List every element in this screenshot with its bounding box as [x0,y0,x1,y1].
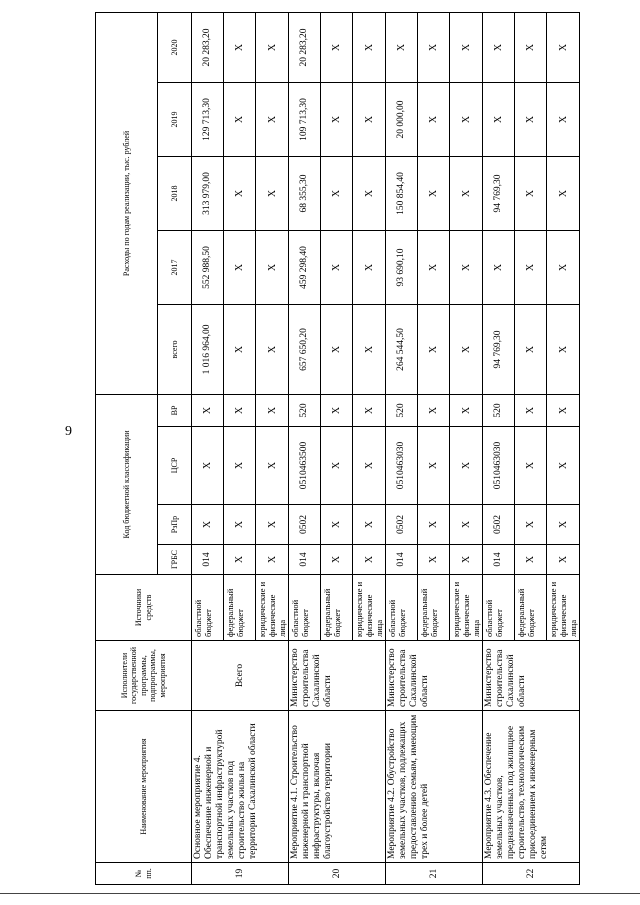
funding-source: областной бюджет [386,575,418,641]
budget-table-body [192,12,580,884]
executor: Министерство строительства Сахалинской области [483,641,580,711]
header-vr: ВР [158,394,192,426]
cell-total: 94 769,30 [483,304,515,394]
cell-rzpr: 0502 [386,505,418,545]
table-row [483,12,515,884]
cell-y2019: 129 713,30 [192,82,224,156]
cell-csr: 0510463030 [386,427,418,505]
cell-vr: Х [256,394,289,426]
cell-vr: 520 [483,394,515,426]
cell-y2020: Х [256,12,289,82]
cell-y2017: Х [321,230,353,304]
cell-total: Х [224,304,256,394]
row-number: 22 [483,863,580,885]
cell-total: Х [353,304,386,394]
table-row [386,12,418,884]
cell-y2019: Х [353,82,386,156]
cell-grbs: Х [321,545,353,575]
cell-y2018: Х [353,156,386,230]
header-grbs: ГРБС [158,545,192,575]
cell-y2017: Х [256,230,289,304]
funding-source: юридические и физические лица [256,575,289,641]
cell-total: Х [256,304,289,394]
measure-name: Мероприятие 4.1. Строительство инженерной и транспортной инфраструктуры, включая благоустройство территории [289,711,386,863]
cell-vr: Х [353,394,386,426]
header-2020: 2020 [158,12,192,82]
table-row [192,12,224,884]
cell-y2019: Х [515,82,547,156]
cell-y2020: Х [224,12,256,82]
cell-vr: Х [321,394,353,426]
cell-rzpr: 0502 [289,505,321,545]
cell-vr: Х [418,394,450,426]
funding-source: юридические и физические лица [353,575,386,641]
cell-y2019: 20 000,00 [386,82,418,156]
cell-y2019: Х [450,82,483,156]
header-name: Наименование мероприятия [96,711,192,863]
cell-grbs: Х [547,545,580,575]
cell-y2017: Х [418,230,450,304]
cell-y2018: Х [450,156,483,230]
cell-csr: Х [353,427,386,505]
header-2017: 2017 [158,230,192,304]
cell-y2019: 109 713,30 [289,82,321,156]
measure-name: Мероприятие 4.2. Обустройство земельных участков, подлежащих предоставлению семьям, имеющим трех и более детей [386,711,483,863]
cell-rzpr: Х [450,505,483,545]
row-number: 21 [386,863,483,885]
header-csr: ЦСР [158,427,192,505]
bottom-rule [0,893,640,894]
cell-csr: Х [321,427,353,505]
cell-y2017: 552 988,50 [192,230,224,304]
cell-total: Х [321,304,353,394]
cell-vr: Х [224,394,256,426]
cell-y2017: Х [483,230,515,304]
cell-grbs: Х [353,545,386,575]
cell-y2019: Х [224,82,256,156]
table-row [289,12,321,884]
cell-total: Х [418,304,450,394]
cell-total: 264 544,50 [386,304,418,394]
cell-total: Х [515,304,547,394]
cell-grbs: 014 [192,545,224,575]
executor: Всего [192,641,289,711]
cell-y2018: Х [256,156,289,230]
cell-y2017: Х [224,230,256,304]
cell-rzpr: Х [418,505,450,545]
cell-grbs: 014 [483,545,515,575]
cell-grbs: 014 [386,545,418,575]
cell-vr: Х [515,394,547,426]
cell-y2019: Х [321,82,353,156]
cell-grbs: Х [224,545,256,575]
header-2018: 2018 [158,156,192,230]
cell-rzpr: Х [256,505,289,545]
cell-y2019: Х [483,82,515,156]
cell-y2018: 68 355,30 [289,156,321,230]
cell-y2018: 150 854,40 [386,156,418,230]
funding-source: областной бюджет [192,575,224,641]
cell-csr: Х [224,427,256,505]
cell-y2017: Х [515,230,547,304]
cell-y2017: Х [547,230,580,304]
cell-y2019: Х [547,82,580,156]
cell-rzpr: Х [515,505,547,545]
funding-source: федеральный бюджет [418,575,450,641]
cell-csr: 0510463500 [289,427,321,505]
header-num: № пп. [96,863,192,885]
cell-y2020: Х [547,12,580,82]
header-executor: Исполнители государственной программы, подпрограммы, мероприятия [96,641,192,711]
cell-y2020: 20 283,20 [192,12,224,82]
cell-rzpr: Х [224,505,256,545]
cell-y2017: 93 690,10 [386,230,418,304]
cell-total: 657 650,20 [289,304,321,394]
cell-rzpr: Х [353,505,386,545]
funding-source: областной бюджет [483,575,515,641]
cell-y2018: Х [547,156,580,230]
executor: Министерство строительства Сахалинской области [386,641,483,711]
cell-csr: 0510463030 [483,427,515,505]
cell-rzpr: Х [547,505,580,545]
funding-source: юридические и физические лица [450,575,483,641]
cell-csr: Х [547,427,580,505]
cell-y2017: Х [450,230,483,304]
row-number: 20 [289,863,386,885]
cell-vr: Х [547,394,580,426]
cell-grbs: Х [515,545,547,575]
cell-y2020: Х [450,12,483,82]
funding-source: областной бюджет [289,575,321,641]
cell-y2019: Х [256,82,289,156]
cell-rzpr: 0502 [483,505,515,545]
cell-csr: Х [256,427,289,505]
budget-table [95,12,580,885]
funding-source: федеральный бюджет [224,575,256,641]
cell-y2020: Х [321,12,353,82]
cell-total: Х [450,304,483,394]
cell-total: 1 016 964,00 [192,304,224,394]
cell-y2020: Х [386,12,418,82]
funding-source: юридические и физические лица [547,575,580,641]
cell-y2020: Х [483,12,515,82]
cell-grbs: Х [418,545,450,575]
cell-y2020: Х [515,12,547,82]
cell-vr: 520 [386,394,418,426]
header-source: Источники средств [96,575,192,641]
measure-name: Основное мероприятие 4. Обеспечение инженерной и транспортной инфраструктурой земельных участков под строительство жилья на территории Сахалинской области [192,711,289,863]
cell-y2020: 20 283,20 [289,12,321,82]
cell-grbs: Х [450,545,483,575]
cell-rzpr: Х [321,505,353,545]
cell-y2020: Х [353,12,386,82]
cell-vr: 520 [289,394,321,426]
cell-vr: Х [450,394,483,426]
funding-source: федеральный бюджет [321,575,353,641]
cell-y2019: Х [418,82,450,156]
rotated-budget-table-container [95,13,577,885]
cell-y2018: Х [515,156,547,230]
cell-y2018: Х [418,156,450,230]
cell-grbs: Х [256,545,289,575]
measure-name: Мероприятие 4.3. Обеспечение земельных участков, предназначенных под жилищное строительство, технологическим присоединением к инженерным сетям [483,711,580,863]
header-2019: 2019 [158,82,192,156]
row-number: 19 [192,863,289,885]
cell-total: Х [547,304,580,394]
header-total: всего [158,304,192,394]
header-kbk-group: Код бюджетной классификации [96,394,158,574]
cell-rzpr: Х [192,505,224,545]
cell-grbs: 014 [289,545,321,575]
cell-y2018: 94 769,30 [483,156,515,230]
page-number: 9 [65,424,72,439]
cell-vr: Х [192,394,224,426]
cell-y2020: Х [418,12,450,82]
cell-csr: Х [515,427,547,505]
cell-y2017: Х [353,230,386,304]
funding-source: федеральный бюджет [515,575,547,641]
header-rzpr: РзПр [158,505,192,545]
cell-csr: Х [192,427,224,505]
cell-y2018: Х [224,156,256,230]
header-expenses-group: Расходы по годам реализации, тыс. рублей [96,12,158,394]
cell-y2018: Х [321,156,353,230]
cell-y2017: 459 298,40 [289,230,321,304]
cell-csr: Х [450,427,483,505]
cell-y2018: 313 979,00 [192,156,224,230]
executor: Министерство строительства Сахалинской области [289,641,386,711]
cell-csr: Х [418,427,450,505]
